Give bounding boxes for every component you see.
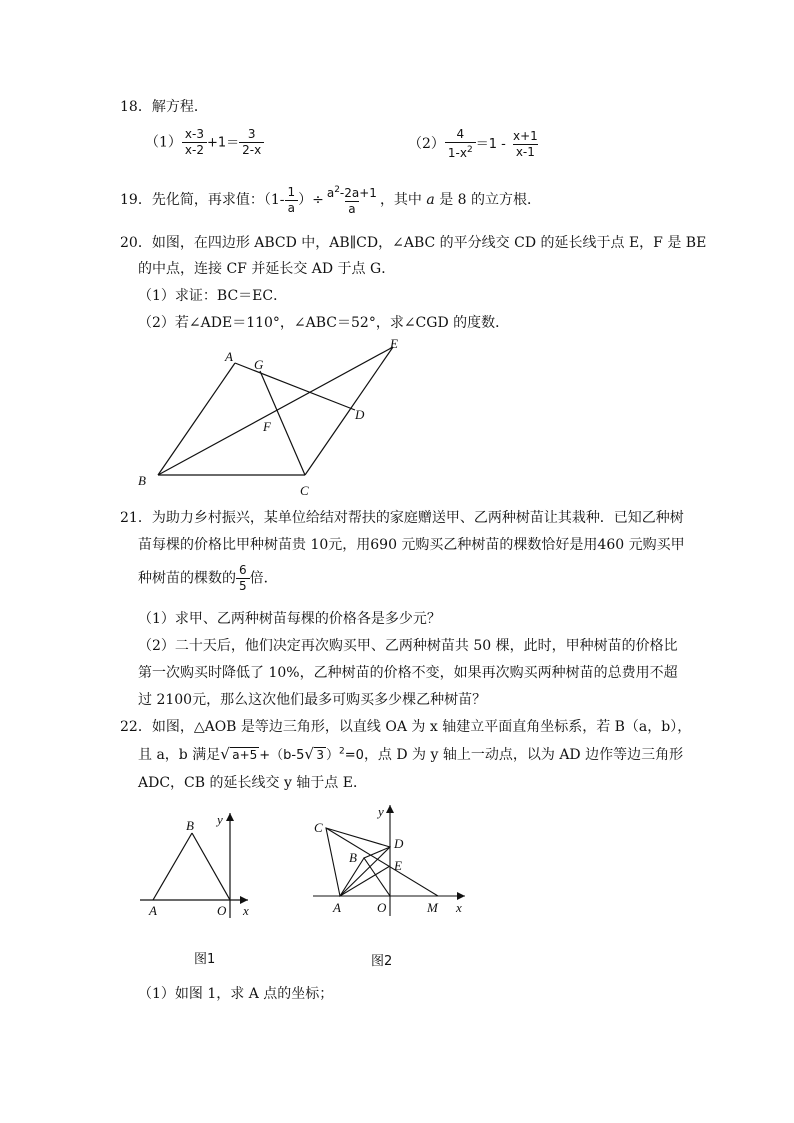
q19-mid: ）÷: [298, 192, 324, 208]
fig2-label-m: M: [427, 900, 438, 915]
q18-p1-fraction-right: [239, 127, 264, 158]
q22-eq: =0: [344, 748, 364, 763]
q21-fraction: [236, 563, 250, 594]
q19-fraction-1: [284, 185, 298, 216]
q21-line3-post: 倍．: [249, 570, 278, 587]
q19-f2-num-a: a: [326, 186, 335, 200]
q20-label-a: A: [225, 349, 233, 364]
q20-label-e: E: [390, 336, 398, 351]
q19-f1-num: 1: [287, 184, 296, 199]
q18-p2-mid: ＝1 -: [475, 137, 510, 152]
q18-p1-mid: +1＝: [207, 135, 240, 151]
fig2-triangle-aob: [340, 858, 390, 896]
fig2-seg-cm: [326, 828, 438, 896]
q18-p2-den: [445, 142, 476, 161]
fig2-label-e: E: [394, 858, 402, 873]
q22-exp: 2: [339, 746, 345, 757]
q18-p1-rden: 2-x: [239, 142, 264, 158]
q18-part1: [145, 127, 264, 158]
q20-seg-ce: [305, 347, 393, 475]
q18-p2-rden: x-1: [513, 144, 538, 160]
fig2-label-c: C: [314, 820, 323, 835]
q21-sub1: （1）求甲、乙两种树苗每棵的价格各是多少元？: [138, 611, 441, 627]
q22-sub1: （1）如图 1，求 A 点的坐标；: [138, 986, 334, 1002]
q20-figure: [130, 335, 420, 500]
q19-tail1: ，其中: [379, 192, 427, 208]
q19-f2-num-rest: -2a+1: [339, 186, 377, 200]
fig2-label-d: D: [394, 836, 404, 851]
q18-p2-fraction-right: [510, 129, 541, 160]
fig2-seg-ae: [340, 866, 390, 896]
q19-line: [120, 183, 541, 217]
fig2-label-b: B: [349, 850, 357, 865]
q21-line3-pre: 种树苗的棵数的: [138, 570, 236, 587]
q22-line2-post: ，点 D 为 y 轴上一动点，以为 AD 边作等边三角形: [363, 747, 684, 763]
fig1-seg-ab: [153, 833, 192, 900]
q22-figure-2: [308, 800, 473, 920]
q20-line1: 20．如图，在四边形 ABCD 中，AB∥CD，∠ABC 的平分线交 CD 的延长线于点 E，F 是 BE: [120, 235, 707, 251]
q18-p1-rnum: 3: [247, 127, 256, 141]
q18-p2-rnum: x+1: [512, 128, 538, 143]
q21-line2: 苗每棵的价格比甲种树苗贵 10元，用690 元购买乙种树苗的棵数恰好是用460 元购买甲: [138, 537, 685, 553]
q21-line3: [138, 563, 278, 594]
fig1-label-a: A: [149, 903, 157, 918]
q19-var: a: [426, 192, 435, 208]
q22-line3: ADC，CB 的延长线交 y 轴于点 E．: [138, 775, 367, 791]
q18-part1-label: （1）: [145, 134, 182, 151]
q21-sub2-line3: 过 2100元，那么这次他们最多可购买多少棵乙种树苗？: [138, 692, 487, 708]
q18-part2-label: （2）: [408, 136, 445, 152]
q22-close: ）: [326, 748, 340, 763]
q20-seg-ad: [235, 363, 355, 410]
q19-f1-den: a: [285, 200, 298, 216]
q20-label-c: C: [300, 483, 309, 498]
q22-fig1-caption: 图1: [194, 952, 216, 967]
q18-p1-num: x-3: [184, 127, 204, 141]
fig2-label-y: y: [378, 804, 384, 819]
q22-sqrt-1-content: a+5: [232, 748, 258, 762]
q22-line2-pre: 且 a，b 满足: [138, 747, 221, 763]
q21-frac-num: 6: [239, 563, 247, 577]
q21-sub2-line2: 第一次购买时降低了 10%，乙种树苗的价格不变，如果再次购买两种树苗的总费用不超: [138, 665, 678, 681]
q20-label-b: B: [138, 473, 146, 488]
fig2-label-x: x: [456, 900, 462, 915]
q22-sqrt-1: √ a+5: [220, 745, 258, 763]
fig1-label-b: B: [186, 818, 194, 833]
q22-figure-1: [140, 808, 260, 923]
q18-p2-den-exp: 2: [467, 145, 473, 155]
q19-tail2: 是 8 的立方根．: [434, 192, 542, 208]
q22-sqrt-2: √ 3: [304, 745, 325, 763]
q20-line2: 的中点，连接 CF 并延长交 AD 于点 G．: [138, 261, 396, 277]
fig1-y-arrow: [226, 813, 234, 821]
q19-lead: 19．先化简，再求值：（1-: [120, 192, 285, 208]
q18-p1-fraction-left: [182, 127, 207, 158]
fig2-y-arrow: [386, 805, 394, 813]
q18-p2-den-base: 1-x: [447, 146, 467, 160]
fig1-label-x: x: [243, 903, 249, 918]
q19-fraction-2: [324, 183, 380, 217]
fig1-seg-bo: [192, 833, 230, 900]
q22-sqrt-2-content: 3: [316, 748, 325, 762]
q21-line1: 21．为助力乡村振兴，某单位给结对帮扶的家庭赠送甲、乙两种树苗让其栽种．已知乙种树: [120, 510, 684, 526]
q22-line1: 22．如图，△AOB 是等边三角形，以直线 OA 为 x 轴建立平面直角坐标系，若 B（a，b），: [120, 719, 692, 735]
q21-frac-den: 5: [236, 578, 250, 594]
q18-p2-fraction-left: [445, 127, 476, 161]
q19-f2-den: a: [345, 201, 358, 217]
fig2-label-o: O: [377, 900, 387, 915]
q20-label-f: F: [263, 419, 271, 434]
q20-label-g: G: [254, 357, 264, 372]
q20-seg-ab: [158, 363, 235, 475]
q19-f2-num-exp: 2: [334, 185, 340, 195]
q22-plus: +（b-5: [259, 748, 305, 763]
fig1-label-o: O: [217, 903, 227, 918]
q19-f2-num: [324, 183, 380, 201]
q18-p2-num: 4: [456, 127, 465, 141]
fig2-seg-bd: [364, 847, 390, 858]
q21-sub2-line1: （2）二十天后，他们决定再次购买甲、乙两种树苗共 50 棵，此时，甲种树苗的价格比: [138, 638, 678, 654]
q18-p1-den: x-2: [182, 142, 207, 158]
fig2-x-arrow: [457, 892, 465, 900]
q18-stem: 18．解方程．: [120, 99, 208, 115]
q18-part2: [408, 127, 541, 161]
q20-sub2: （2）若∠ADE＝110°，∠ABC＝52°，求∠CGD 的度数．: [138, 315, 510, 331]
q22-fig2-caption: 图2: [371, 954, 393, 969]
q22-line2: [138, 744, 683, 764]
fig1-label-y: y: [217, 812, 223, 827]
fig2-label-a: A: [333, 900, 341, 915]
q20-sub1: （1）求证：BC＝EC．: [138, 288, 288, 304]
q20-label-d: D: [355, 407, 365, 422]
